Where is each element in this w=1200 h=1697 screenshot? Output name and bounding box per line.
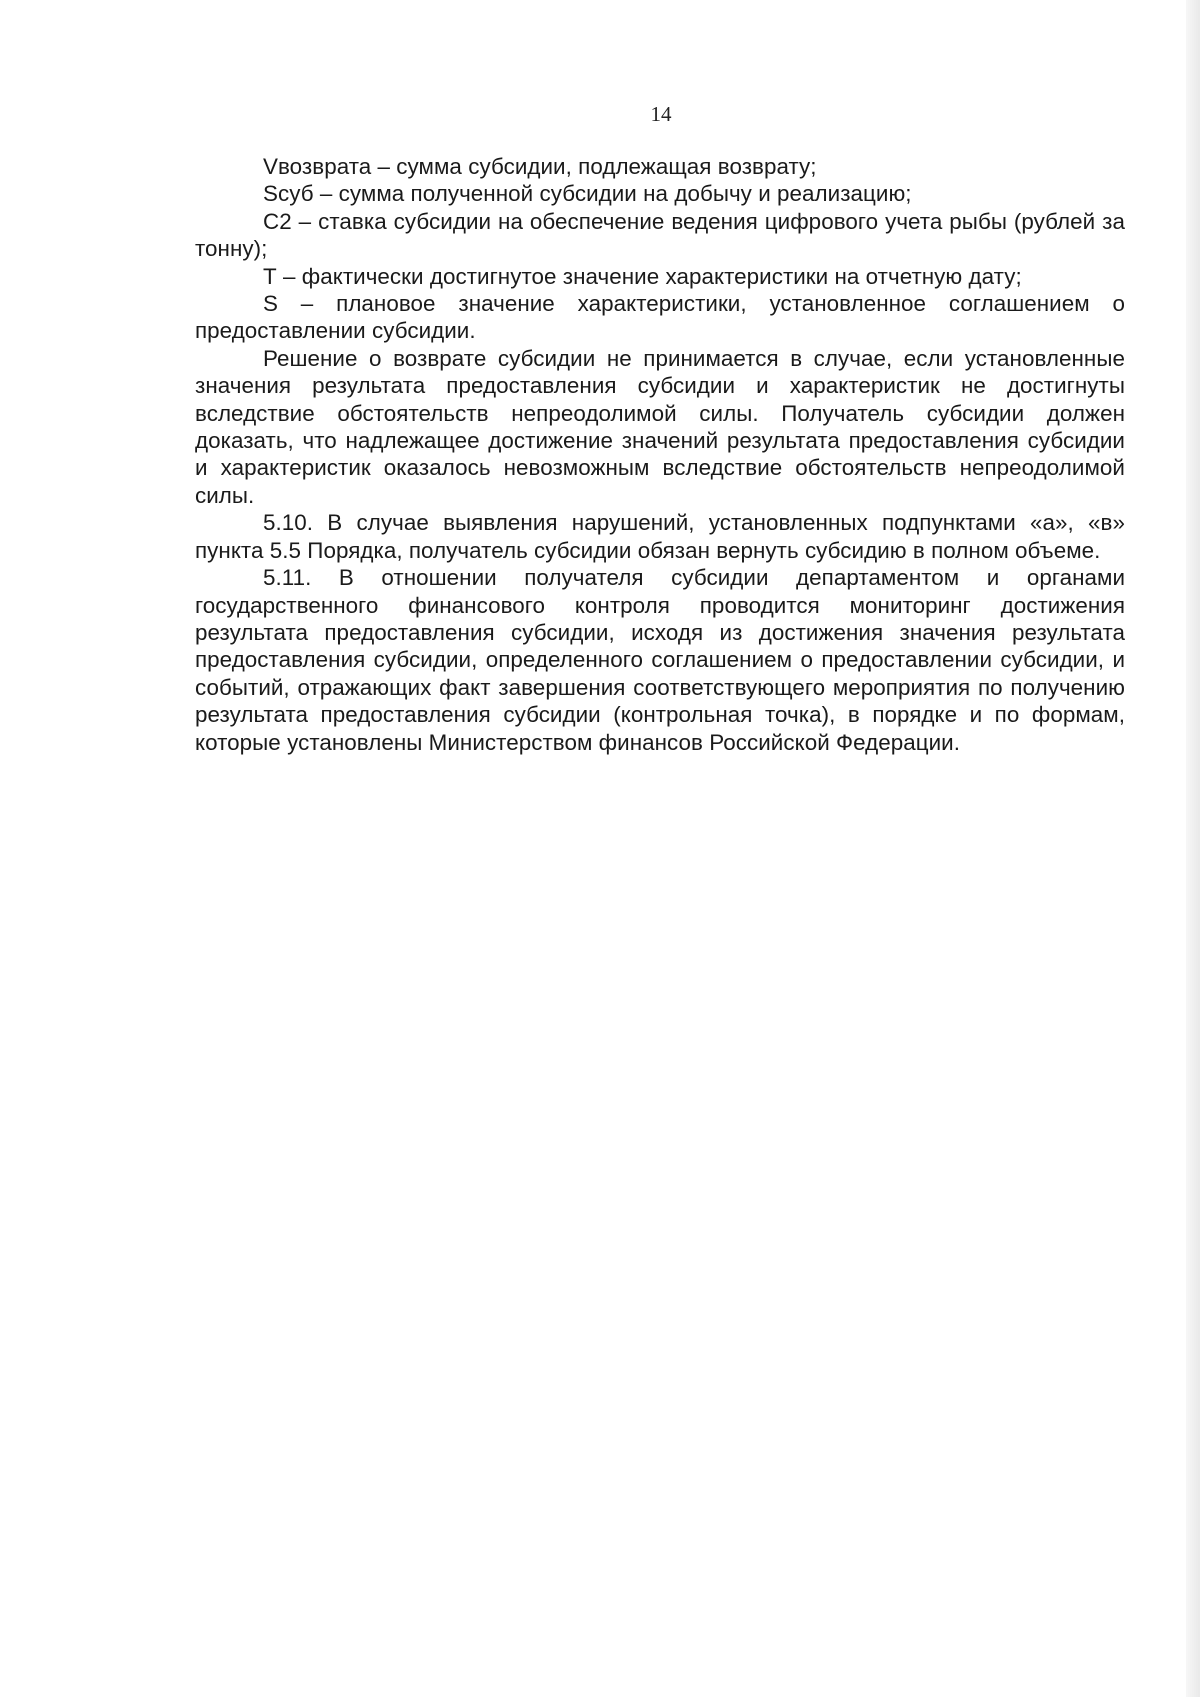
paragraph-s-planned: S – плановое значение характеристики, установленное соглашением о предоставлении субсидии.: [195, 291, 1125, 344]
paragraph-force-majeure: Решение о возврате субсидии не принимается в случае, если установленные значения результата предоставления субсидии и характеристик не достигнуты вследствие обстоятельств непреодолимой силы. Получатель субсидии должен доказать, что надлежащее достижение значений результата предоставления субсидии и характеристик оказалось невозможным вследствие обстоятельств непреодолимой силы.: [195, 345, 1125, 508]
scan-edge: [1186, 0, 1200, 1697]
paragraph-s-sub: Sсуб – сумма полученной субсидии на добычу и реализацию;: [263, 181, 912, 207]
body-text: [195, 153, 1125, 756]
paragraph-5-10: 5.10. В случае выявления нарушений, установленных подпунктами «а», «в» пункта 5.5 Порядка, получатель субсидии обязан вернуть субсидию в полном объеме.: [195, 510, 1125, 563]
paragraph-c2-rate: С2 – ставка субсидии на обеспечение ведения цифрового учета рыбы (рублей за тонну);: [195, 208, 1125, 262]
paragraph-v-return: Vвозврата – сумма субсидии, подлежащая возврату;: [263, 154, 817, 179]
paragraph-t-actual: Т – фактически достигнутое значение характеристики на отчетную дату;: [263, 263, 1022, 289]
page-number: 14: [650, 102, 672, 126]
paragraph-5-11: 5.11. В отношении получателя субсидии департаментом и органами государственного финансового контроля проводится мониторинг достижения результата предоставления субсидии, исходя из достижения значения результата предоставления субсидии, определенного соглашением о предоставлении субсидии, и событий, отражающих факт завершения соответствующего мероприятия по получению результата предоставления субсидии (контрольная точка), в порядке и по формам, которые установлены Министерством финансов Российской Федерации.: [195, 565, 1125, 755]
